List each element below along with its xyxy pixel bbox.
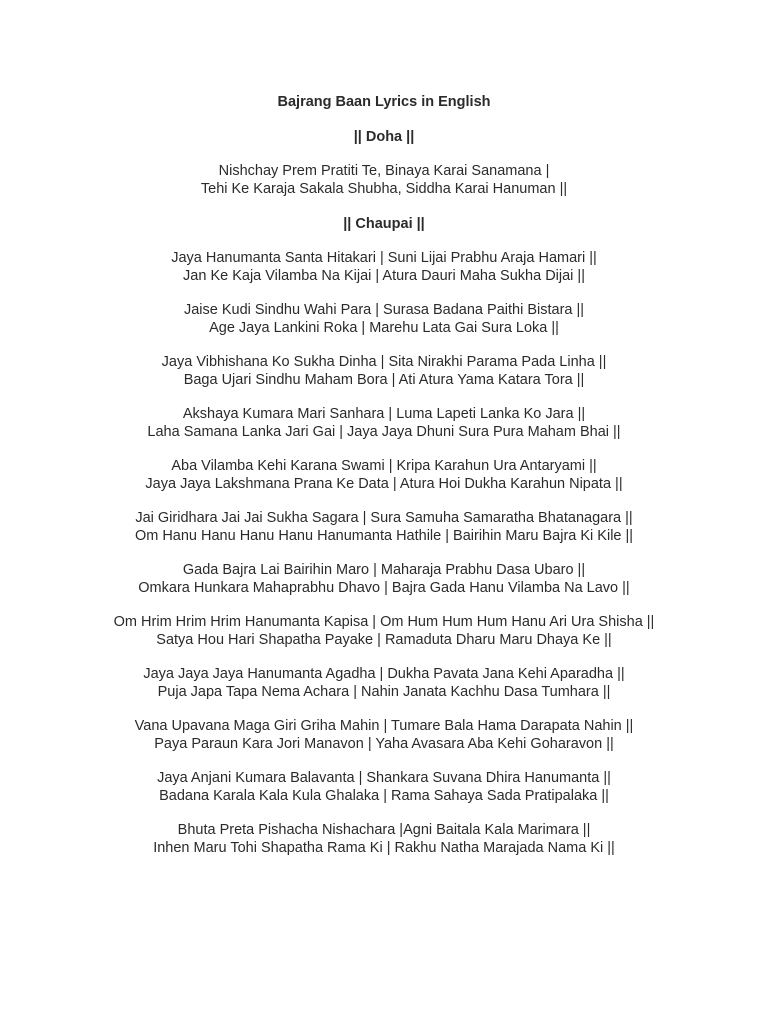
chaupai-stanza bbox=[0, 405, 768, 441]
chaupai-stanza bbox=[0, 769, 768, 805]
chaupai-heading: || Chaupai || bbox=[343, 216, 425, 232]
verse-line: Aba Vilamba Kehi Karana Swami | Kripa Karahun Ura Antaryami || bbox=[171, 458, 597, 474]
verse-line: Bhuta Preta Pishacha Nishachara |Agni Baitala Kala Marimara || bbox=[177, 822, 591, 838]
chaupai-stanza bbox=[0, 353, 768, 389]
verse-line: Satya Hou Hari Shapatha Payake | Ramaduta Dharu Maru Dhaya Ke || bbox=[156, 632, 612, 648]
chaupai-stanza bbox=[0, 561, 768, 597]
doha-stanza bbox=[0, 162, 768, 198]
verse-line: Jaya Vibhishana Ko Sukha Dinha | Sita Nirakhi Parama Pada Linha || bbox=[161, 354, 607, 370]
chaupai-stanza bbox=[0, 665, 768, 701]
verse-line: Badana Karala Kala Kula Ghalaka | Rama Sahaya Sada Pratipalaka || bbox=[159, 788, 609, 804]
doha-heading: || Doha || bbox=[353, 129, 415, 145]
verse-line: Puja Japa Tapa Nema Achara | Nahin Janata Kachhu Dasa Tumhara || bbox=[157, 684, 611, 700]
verse-line: Omkara Hunkara Mahaprabhu Dhavo | Bajra Gada Hanu Vilamba Na Lavo || bbox=[138, 580, 630, 596]
verse-line: Jai Giridhara Jai Jai Sukha Sagara | Sura Samuha Samaratha Bhatanagara || bbox=[135, 510, 633, 526]
verse-line: Laha Samana Lanka Jari Gai | Jaya Jaya Dhuni Sura Pura Maham Bhai || bbox=[147, 424, 621, 440]
chaupai-stanza bbox=[0, 821, 768, 857]
verse-line: Baga Ujari Sindhu Maham Bora | Ati Atura Yama Katara Tora || bbox=[183, 372, 585, 388]
chaupai-stanza bbox=[0, 301, 768, 337]
verse-line: Age Jaya Lankini Roka | Marehu Lata Gai Sura Loka || bbox=[209, 320, 559, 336]
verse-line: Akshaya Kumara Mari Sanhara | Luma Lapeti Lanka Ko Jara || bbox=[182, 406, 586, 422]
chaupai-stanza bbox=[0, 613, 768, 649]
document-title: Bajrang Baan Lyrics in English bbox=[277, 94, 491, 110]
verse-line: Om Hrim Hrim Hrim Hanumanta Kapisa | Om Hum Hum Hum Hanu Ari Ura Shisha || bbox=[113, 614, 655, 630]
verse-line: Jaya Jaya Lakshmana Prana Ke Data | Atura Hoi Dukha Karahun Nipata || bbox=[145, 476, 623, 492]
verse-line: Jaise Kudi Sindhu Wahi Para | Surasa Badana Paithi Bistara || bbox=[183, 302, 585, 318]
chaupai-stanza bbox=[0, 509, 768, 545]
verse-line: Jan Ke Kaja Vilamba Na Kijai | Atura Dauri Maha Sukha Dijai || bbox=[183, 268, 585, 284]
chaupai-stanza bbox=[0, 249, 768, 285]
verse-line: Tehi Ke Karaja Sakala Shubha, Siddha Karai Hanuman || bbox=[200, 181, 568, 197]
verse-line: Jaya Hanumanta Santa Hitakari | Suni Lijai Prabhu Araja Hamari || bbox=[171, 250, 597, 266]
verse-line: Vana Upavana Maga Giri Griha Mahin | Tumare Bala Hama Darapata Nahin || bbox=[134, 718, 634, 734]
verse-line: Om Hanu Hanu Hanu Hanu Hanumanta Hathile | Bairihin Maru Bajra Ki Kile || bbox=[134, 528, 634, 544]
verse-line: Jaya Anjani Kumara Balavanta | Shankara Suvana Dhira Hanumanta || bbox=[157, 770, 611, 786]
verse-line: Jaya Jaya Jaya Hanumanta Agadha | Dukha Pavata Jana Kehi Aparadha || bbox=[143, 666, 625, 682]
chaupai-stanza bbox=[0, 457, 768, 493]
verse-line: Gada Bajra Lai Bairihin Maro | Maharaja Prabhu Dasa Ubaro || bbox=[182, 562, 586, 578]
verse-line: Nishchay Prem Pratiti Te, Binaya Karai Sanamana | bbox=[218, 163, 550, 179]
verse-line: Paya Paraun Kara Jori Manavon | Yaha Avasara Aba Kehi Goharavon || bbox=[154, 736, 614, 752]
verse-line: Inhen Maru Tohi Shapatha Rama Ki | Rakhu Natha Marajada Nama Ki || bbox=[153, 840, 615, 856]
chaupai-stanza bbox=[0, 717, 768, 753]
